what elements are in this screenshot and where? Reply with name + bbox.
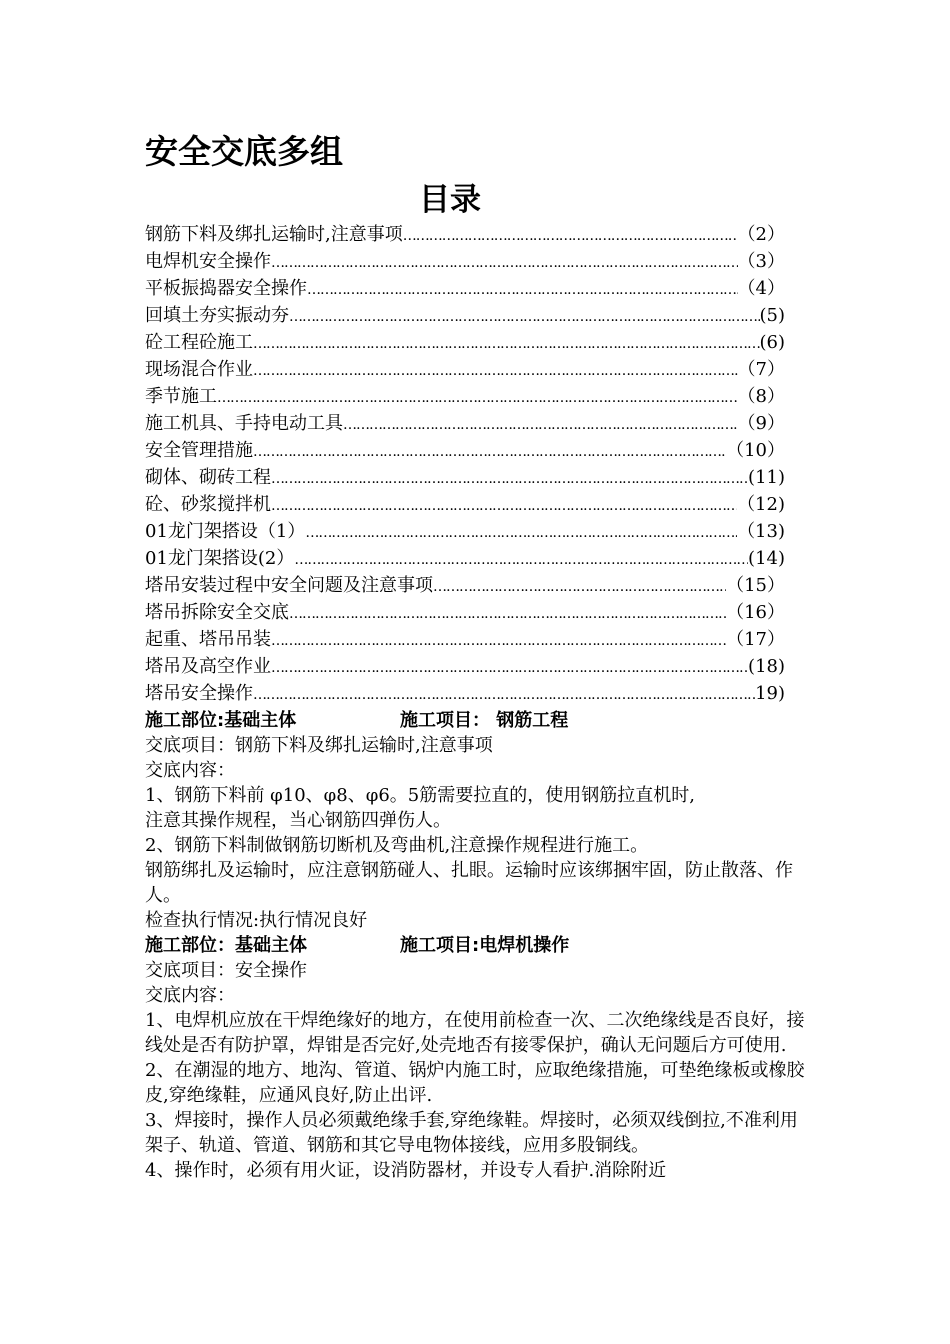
toc-entry: [145, 222, 785, 249]
paragraph: 交底内容：: [145, 985, 235, 1006]
toc-entry-page: (6): [759, 332, 785, 353]
toc-entry: [145, 654, 785, 681]
toc-entry-page: 19): [755, 683, 785, 704]
toc-leader-dots: [343, 413, 738, 438]
toc-entry: [145, 600, 785, 627]
toc-entry: [145, 249, 785, 276]
toc-entry-page: （17）: [726, 629, 785, 650]
toc-entry-label: 安全管理措施: [145, 440, 253, 461]
toc-entry-label: 塔吊及高空作业: [145, 656, 271, 677]
toc-entry-label: 塔吊安全操作: [145, 683, 253, 704]
paragraph: 3、焊接时，操作人员必须戴绝缘手套,穿绝缘鞋。焊接时，必须双线倒拉,不准利用架子、轨道、管道、钢筋和其它导电物体接线，应用多股铜线。: [145, 1110, 798, 1156]
toc-entry-page: (11): [748, 467, 785, 488]
section-header: [145, 933, 815, 958]
toc-entry-page: (14): [748, 548, 785, 569]
paragraph: 1、电焊机应放在干焊绝缘好的地方，在使用前检查一次、二次绝缘线是否良好，接线处是否有防护罩，焊钳是否完好,处壳地否有接零保护，确认无问题后方可使用.: [145, 1010, 805, 1056]
paragraph: 交底项目：安全操作: [145, 960, 307, 981]
toc-heading: 目录: [419, 182, 481, 218]
toc-entry-page: （9）: [737, 413, 785, 434]
construction-project: 施工项目:电焊机操作: [400, 935, 570, 956]
toc-entry: [145, 492, 785, 519]
toc-entry-label: 01龙门架搭设（1）: [145, 521, 306, 542]
construction-part: 施工部位：基础主体: [145, 935, 307, 956]
construction-part: 施工部位:基础主体: [145, 710, 297, 731]
toc-entry-label: 01龙门架搭设(2）: [145, 548, 295, 569]
paragraph: 2、钢筋下料制做钢筋切断机及弯曲机,注意操作规程进行施工。: [145, 835, 649, 856]
rebar-section: [145, 708, 815, 933]
toc-entry: [145, 573, 785, 600]
paragraph: 2、在潮湿的地方、地沟、管道、锅炉内施工时，应取绝缘措施，可垫绝缘板或橡胶皮,穿绝缘鞋，应通风良好,防止出评.: [145, 1060, 805, 1106]
toc-entry: [145, 276, 785, 303]
toc-entry: [145, 330, 785, 357]
toc-entry: [145, 519, 785, 546]
toc-leader-dots: [294, 548, 748, 573]
toc-entry-label: 施工机具、手持电动工具: [145, 413, 343, 434]
toc-entry-label: 砌体、砌砖工程: [145, 467, 271, 488]
toc-leader-dots: [253, 332, 760, 357]
construction-project: 施工项目： 钢筋工程: [400, 710, 569, 731]
paragraph: 交底项目：钢筋下料及绑扎运输时,注意事项: [145, 735, 493, 756]
welder-section: [145, 933, 815, 1183]
toc-entry-label: 塔吊拆除安全交底: [145, 602, 289, 623]
toc-entry: [145, 681, 785, 708]
document-title: 安全交底多组: [145, 132, 343, 171]
toc-leader-dots: [289, 602, 726, 627]
toc-leader-dots: [271, 629, 726, 654]
toc-entry-page: （10）: [726, 440, 785, 461]
toc-entry-label: 砼工程砼施工: [145, 332, 253, 353]
toc-entry-label: 回填土夯实振动夯: [145, 305, 289, 326]
toc-entry-page: （2）: [737, 224, 785, 245]
toc-entry: [145, 357, 785, 384]
toc-leader-dots: [289, 305, 760, 330]
paragraph: 钢筋绑扎及运输时，应注意钢筋碰人、扎眼。运输时应该绑捆牢固，防止散落、作人。: [145, 860, 793, 906]
toc-leader-dots: [253, 359, 738, 384]
toc-entry-page: （16）: [726, 602, 785, 623]
toc-entry-page: （8）: [737, 386, 785, 407]
toc-entry: [145, 465, 785, 492]
toc-entry-label: 电焊机安全操作: [145, 251, 271, 272]
toc-entry-page: (5): [759, 305, 785, 326]
toc-leader-dots: [271, 494, 737, 519]
toc-entry-label: 现场混合作业: [145, 359, 253, 380]
toc-entry-page: （12): [737, 494, 785, 515]
toc-entry-page: （15）: [726, 575, 785, 596]
toc-entry-label: 钢筋下料及绑扎运输时,注意事项: [145, 224, 403, 245]
toc-leader-dots: [403, 224, 738, 249]
toc-entry: [145, 546, 785, 573]
toc-entry-page: （4）: [737, 278, 785, 299]
toc-leader-dots: [271, 251, 738, 276]
toc-leader-dots: [271, 656, 748, 681]
toc-entry-page: (18): [748, 656, 785, 677]
toc-entry-page: （13): [737, 521, 785, 542]
paragraph: 4、操作时，必须有用火证，设消防器材，并设专人看护.消除附近: [145, 1160, 667, 1181]
toc-entry-label: 季节施工: [145, 386, 217, 407]
toc-leader-dots: [307, 278, 738, 303]
toc-leader-dots: [217, 386, 738, 411]
paragraph: 1、钢筋下料前 φ10、φ8、φ6。5筋需要拉直的，使用钢筋拉直机时,: [145, 785, 695, 806]
toc-entry: [145, 303, 785, 330]
toc-entry-label: 砼、砂浆搅拌机: [145, 494, 271, 515]
toc-entry: [145, 411, 785, 438]
toc-entry-page: （7）: [737, 359, 785, 380]
toc-leader-dots: [305, 521, 737, 546]
toc-leader-dots: [271, 467, 748, 492]
toc-entry-label: 起重、塔吊吊装: [145, 629, 271, 650]
toc-leader-dots: [433, 575, 726, 600]
toc-entry-label: 塔吊安装过程中安全问题及注意事项: [145, 575, 433, 596]
toc-entry: [145, 438, 785, 465]
table-of-contents: [145, 222, 785, 708]
paragraph: 检查执行情况:执行情况良好: [145, 910, 368, 931]
toc-leader-dots: [253, 683, 755, 708]
document-page: [145, 128, 815, 1183]
toc-entry-page: （3）: [737, 251, 785, 272]
toc-entry: [145, 384, 785, 411]
paragraph: 交底内容：: [145, 760, 235, 781]
toc-entry-label: 平板振捣器安全操作: [145, 278, 307, 299]
section-header: [145, 708, 815, 733]
toc-leader-dots: [253, 440, 726, 465]
paragraph: 注意其操作规程，当心钢筋四弹伤人。: [145, 810, 451, 831]
toc-entry: [145, 627, 785, 654]
